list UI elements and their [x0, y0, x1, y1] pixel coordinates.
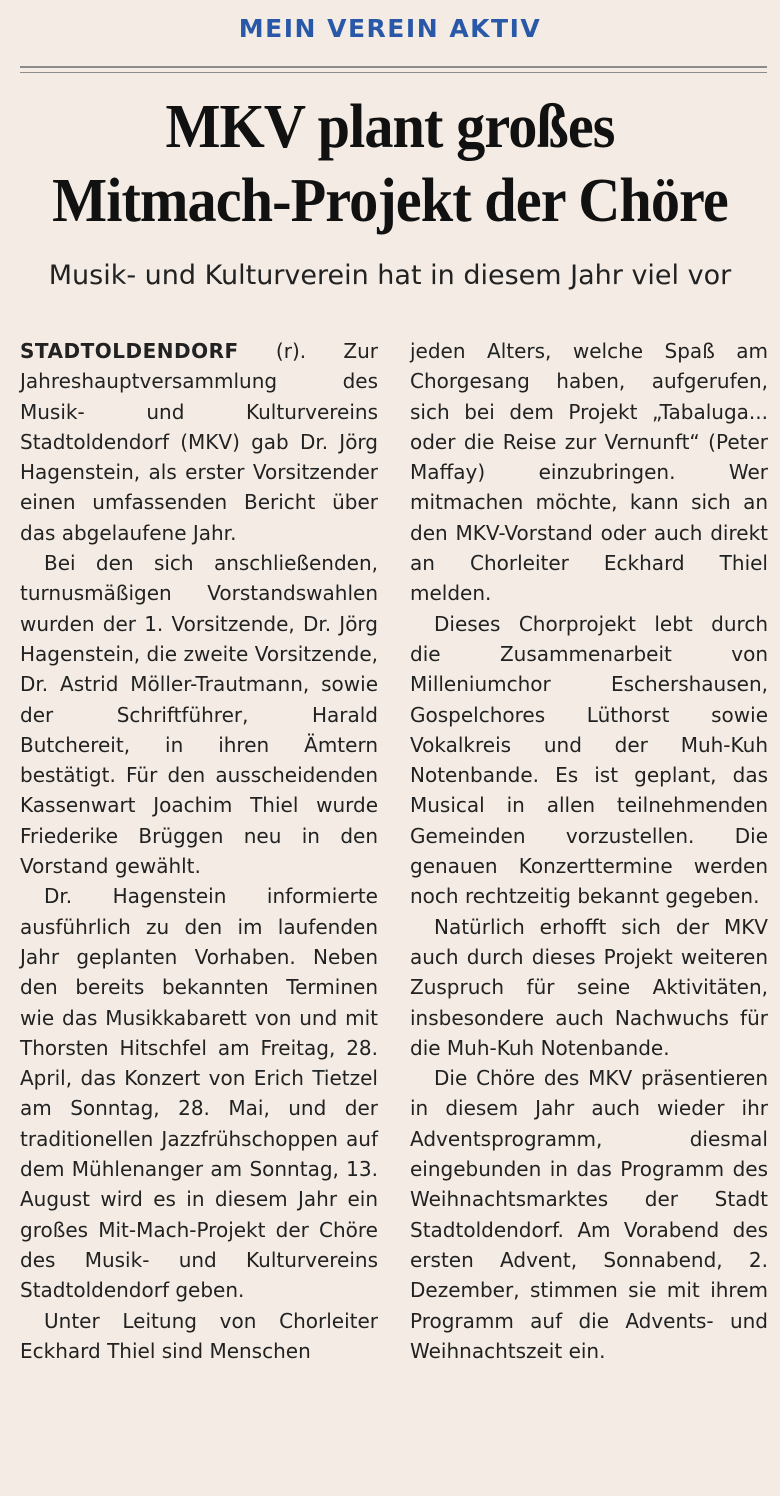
paragraph-6: Natürlich erhofft sich der MKV auch durch dieses Projekt weiteren Zuspruch für seine Aktivitäten, insbesondere auch Nachwuchs für die Muh-Kuh Notenbande. [410, 914, 768, 1060]
paragraph-4-continued: jeden Alters, welche Spaß am Chorgesang haben, aufgerufen, sich bei dem Projekt „Tabaluga... oder die Reise zur Vernunft“ (Peter Maffay) einzubringen. Wer mitmachen möchte, kann sich an den MKV-Vorstand oder auch direkt an Chorleiter Eckhard Thiel melden. [410, 339, 768, 606]
subtitle: Musik- und Kulturverein hat in diesem Jahr viel vor [48, 260, 732, 291]
paragraph-3: Dr. Hagenstein informierte ausführlich zu den im laufenden Jahr geplanten Vorhaben. Neben den bereits bekannten Terminen wie das Musikkabarett von und mit Thorsten Hitschfel am Freitag, 28. April, das Konzert von Erich Tietzel am Sonntag, 28. Mai, und der traditionellen Jazzfrühschoppen auf dem Mühlenanger am Sonntag, 13. August wird es in diesem Jahr ein großes Mit-Mach-Projekt der Chöre des Musik- und Kulturvereins Stadtoldendorf geben. [20, 884, 378, 1303]
article-column-right [410, 336, 768, 1366]
paragraph-5: Dieses Chorprojekt lebt durch die Zusammenarbeit von Milleniumchor Eschershausen, Gospelchores Lüthorst sowie Vokalkreis und der Muh-Kuh Notenbande. Es ist geplant, das Musical in allen teilnehmenden Gemeinden vorzustellen. Die genauen Konzerttermine werden noch rechtzeitig bekannt gegeben. [410, 611, 768, 909]
paragraph-7: Die Chöre des MKV präsentieren in diesem Jahr auch wieder ihr Adventsprogramm, diesmal eingebunden in das Programm des Weihnachtsmarktes der Stadt Stadtoldendorf. Am Vorabend des ersten Advent, Sonnabend, 2. Dezember, stimmen sie mit ihrem Programm auf die Advents- und Weihnachtszeit ein. [410, 1066, 768, 1363]
headline-line-1: MKV plant großes [165, 93, 615, 161]
paragraph-1 [20, 336, 378, 548]
headline-line-2: Mitmach-Projekt der Chöre [52, 167, 728, 235]
headline [23, 90, 756, 238]
paragraph-2: Bei den sich anschließenden, turnusmäßigen Vorstandswahlen wurden der 1. Vorsitzende, Dr. Jörg Hagenstein, die zweite Vorsitzende, Dr. Astrid Möller-Trautmann, sowie der Schriftführer, Harald Butchereit, in ihren Ämtern bestätigt. Für den ausscheidenden Kassenwart Joachim Thiel wurde Friederike Brüggen neu in den Vorstand gewählt. [20, 551, 378, 879]
divider-rule-thick [20, 66, 767, 68]
section-rubric: MEIN VEREIN AKTIV [238, 14, 542, 43]
dateline: STADTOLDENDORF [20, 339, 239, 363]
article-column-left [20, 336, 378, 1366]
divider-rule-thin [20, 72, 767, 73]
paragraph-4-start: Unter Leitung von Chorleiter Eckhard Thiel sind Menschen [20, 1308, 378, 1363]
paragraph-1-text: (r). Zur Jahreshauptversammlung des Musik- und Kulturvereins Stadtoldendorf (MKV) gab Dr. Jörg Hagenstein, als erster Vorsitzender einen umfassenden Bericht über das abgelaufene Jahr. [20, 339, 378, 545]
